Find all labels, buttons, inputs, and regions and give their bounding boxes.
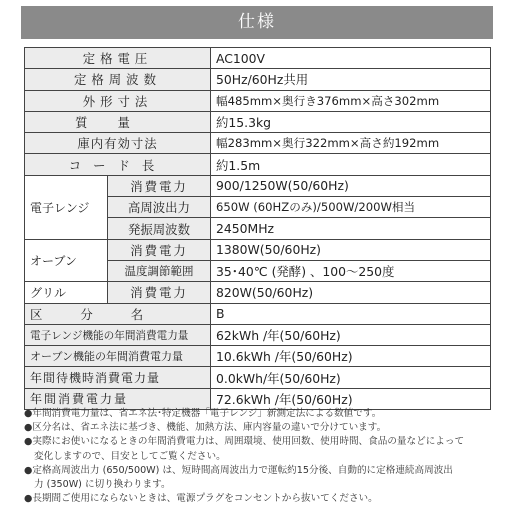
table-row — [25, 48, 491, 69]
frequency-label: 定格周波数 — [25, 69, 211, 90]
grill-category: グリル — [25, 282, 108, 303]
microwave-osc-label: 発振周波数 — [108, 218, 211, 239]
table-row — [25, 303, 491, 324]
annual-total-label: 年間消費電力量 — [25, 388, 211, 409]
table-row — [25, 69, 491, 90]
grill-power-label: 消費電力 — [108, 282, 211, 303]
microwave-power-label: 消費電力 — [108, 175, 211, 196]
table-row — [25, 239, 491, 260]
spec-title-bar — [21, 6, 493, 39]
interior-value: 幅283mm×奥行322mm×高さ約192mm — [211, 133, 491, 154]
cord-label: コード長 — [25, 154, 211, 175]
microwave-category: 電子レンジ — [25, 175, 108, 239]
note-item: ●長期間ご使用にならないときは、電源プラグをコンセントから抜いてください。 — [24, 493, 378, 505]
oven-power-label: 消費電力 — [108, 239, 211, 260]
annual-oven-label: オーブン機能の年間消費電力量 — [25, 346, 211, 367]
dimensions-value: 幅485mm×奥行き376mm×高さ302mm — [211, 90, 491, 111]
note-item: 変化しますので、目安としてご覧ください。 — [34, 450, 226, 462]
note-item: ●区分名は、省エネ法に基づき、機能、加熱方法、庫内容量の違いで分けています。 — [24, 422, 387, 434]
frequency-value: 50Hz/60Hz共用 — [211, 69, 491, 90]
voltage-label: 定格電圧 — [25, 48, 211, 69]
spec-title: 仕様 — [238, 12, 276, 32]
table-row — [25, 111, 491, 132]
footnotes — [24, 407, 494, 506]
table-row — [25, 346, 491, 367]
grill-power-value: 820W(50/60Hz) — [211, 282, 491, 303]
division-value: B — [211, 303, 491, 324]
microwave-output-label: 高周波出力 — [108, 197, 211, 218]
note-item: ●年間消費電力量は、省エネ法･特定機器「電子レンジ」新測定法による数値です。 — [24, 408, 382, 419]
table-row — [25, 133, 491, 154]
note-item: ●定格高周波出力 (650/500W) は、短時間高周波出力で運転約15分後、自動的に定格連続高周波出 — [24, 464, 453, 476]
annual-standby-value: 0.0kWh/年(50/60Hz) — [211, 367, 491, 388]
annual-microwave-value: 62kWh /年(50/60Hz) — [211, 324, 491, 345]
division-label: 区分名 — [25, 303, 211, 324]
spec-table — [24, 47, 491, 410]
oven-temp-value: 35･40℃ (発酵) 、100～250度 — [211, 260, 491, 281]
oven-category: オーブン — [25, 239, 108, 282]
weight-label: 質量 — [25, 111, 211, 132]
annual-standby-label: 年間待機時消費電力量 — [25, 367, 211, 388]
table-row — [25, 154, 491, 175]
table-row — [25, 175, 491, 196]
weight-value: 約15.3kg — [211, 111, 491, 132]
note-item: ●実際にお使いになるときの年間消費電力は、周囲環境、使用回数、使用時間、食品の量などによって — [24, 436, 465, 448]
annual-oven-value: 10.6kWh /年(50/60Hz) — [211, 346, 491, 367]
oven-temp-label: 温度調節範囲 — [108, 260, 211, 281]
cord-value: 約1.5m — [211, 154, 491, 175]
note-item: 力 (350W) に切り換わります。 — [34, 479, 171, 491]
microwave-osc-value: 2450MHz — [211, 218, 491, 239]
dimensions-label: 外形寸法 — [25, 90, 211, 111]
microwave-power-value: 900/1250W(50/60Hz) — [211, 175, 491, 196]
interior-label: 庫内有効寸法 — [25, 133, 211, 154]
table-row — [25, 90, 491, 111]
table-row — [25, 367, 491, 388]
annual-microwave-label: 電子レンジ機能の年間消費電力量 — [25, 324, 211, 345]
table-row — [25, 282, 491, 303]
annual-total-value: 72.6kWh /年(50/60Hz) — [211, 388, 491, 409]
oven-power-value: 1380W(50/60Hz) — [211, 239, 491, 260]
microwave-output-value: 650W (60HZのみ)/500W/200W相当 — [211, 197, 491, 218]
table-row — [25, 324, 491, 345]
voltage-value: AC100V — [211, 48, 491, 69]
